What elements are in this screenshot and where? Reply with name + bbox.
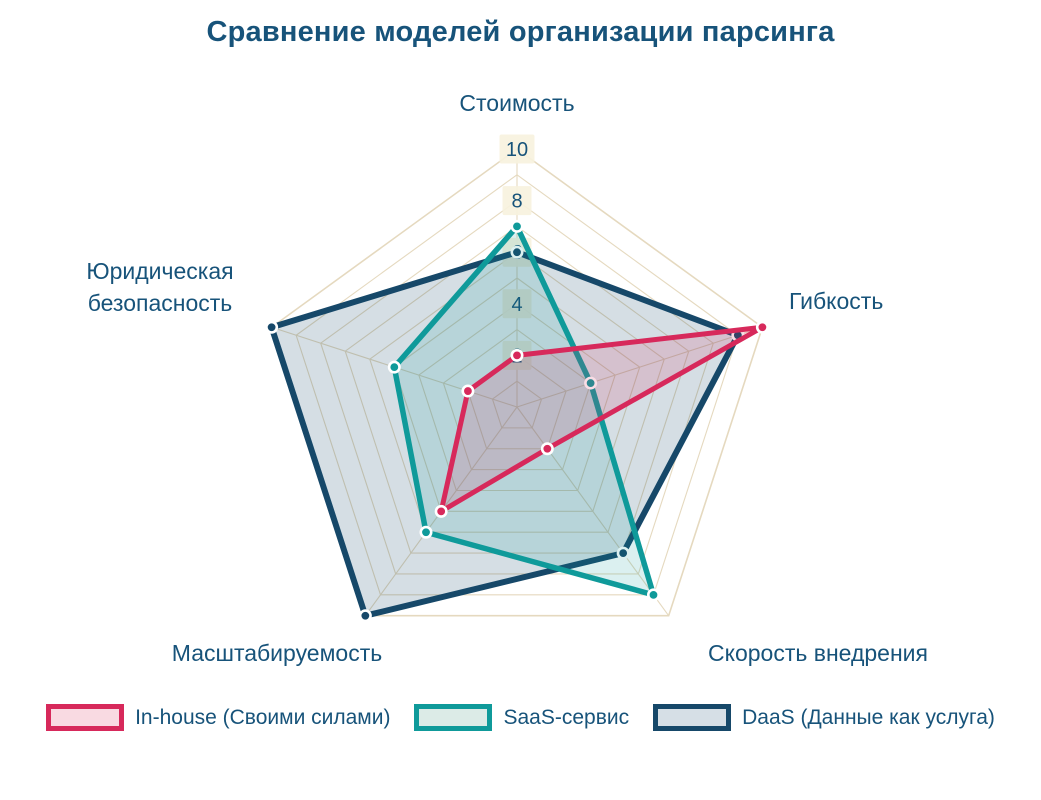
data-point-in-house (436, 506, 446, 516)
data-point-saas (389, 362, 399, 372)
tick-label: 8 (511, 190, 523, 213)
axis-label-2: Скорость внедрения (708, 640, 928, 666)
data-point-daas (360, 611, 370, 621)
data-point-saas (648, 590, 658, 600)
tick-label: 10 (505, 139, 529, 161)
legend-label-saas: SaaS-сервис (503, 705, 630, 729)
data-point-in-house (512, 350, 522, 360)
axis-label-0: Стоимость (459, 90, 575, 116)
tick-label: 4 (511, 293, 523, 316)
data-point-in-house (542, 444, 552, 454)
data-point-in-house (463, 386, 473, 396)
axis-label-4: Юридическая безопасность (86, 258, 234, 316)
chart-title: Сравнение моделей организации парсинга (206, 16, 835, 48)
data-point-saas (512, 221, 522, 231)
radar-chart-svg (0, 60, 1041, 705)
chart-legend (0, 704, 1041, 731)
data-point-saas (421, 527, 431, 537)
axis-label-3: Масштабируемость (171, 640, 383, 666)
legend-item-saas[interactable] (414, 704, 629, 731)
data-point-in-house (757, 322, 767, 332)
legend-label-daas: DaaS (Данные как услуга) (742, 705, 995, 729)
legend-item-daas[interactable] (653, 704, 995, 731)
radar-chart-area (0, 60, 1041, 705)
legend-item-in-house[interactable] (46, 704, 390, 731)
legend-label-in-house: In-house (Своими силами) (135, 705, 391, 729)
legend-swatch-daas (653, 704, 731, 731)
data-point-daas (266, 322, 276, 332)
legend-swatch-in-house (46, 704, 124, 731)
axis-label-1: Гибкость (789, 288, 884, 314)
legend-swatch-saas (414, 704, 492, 731)
